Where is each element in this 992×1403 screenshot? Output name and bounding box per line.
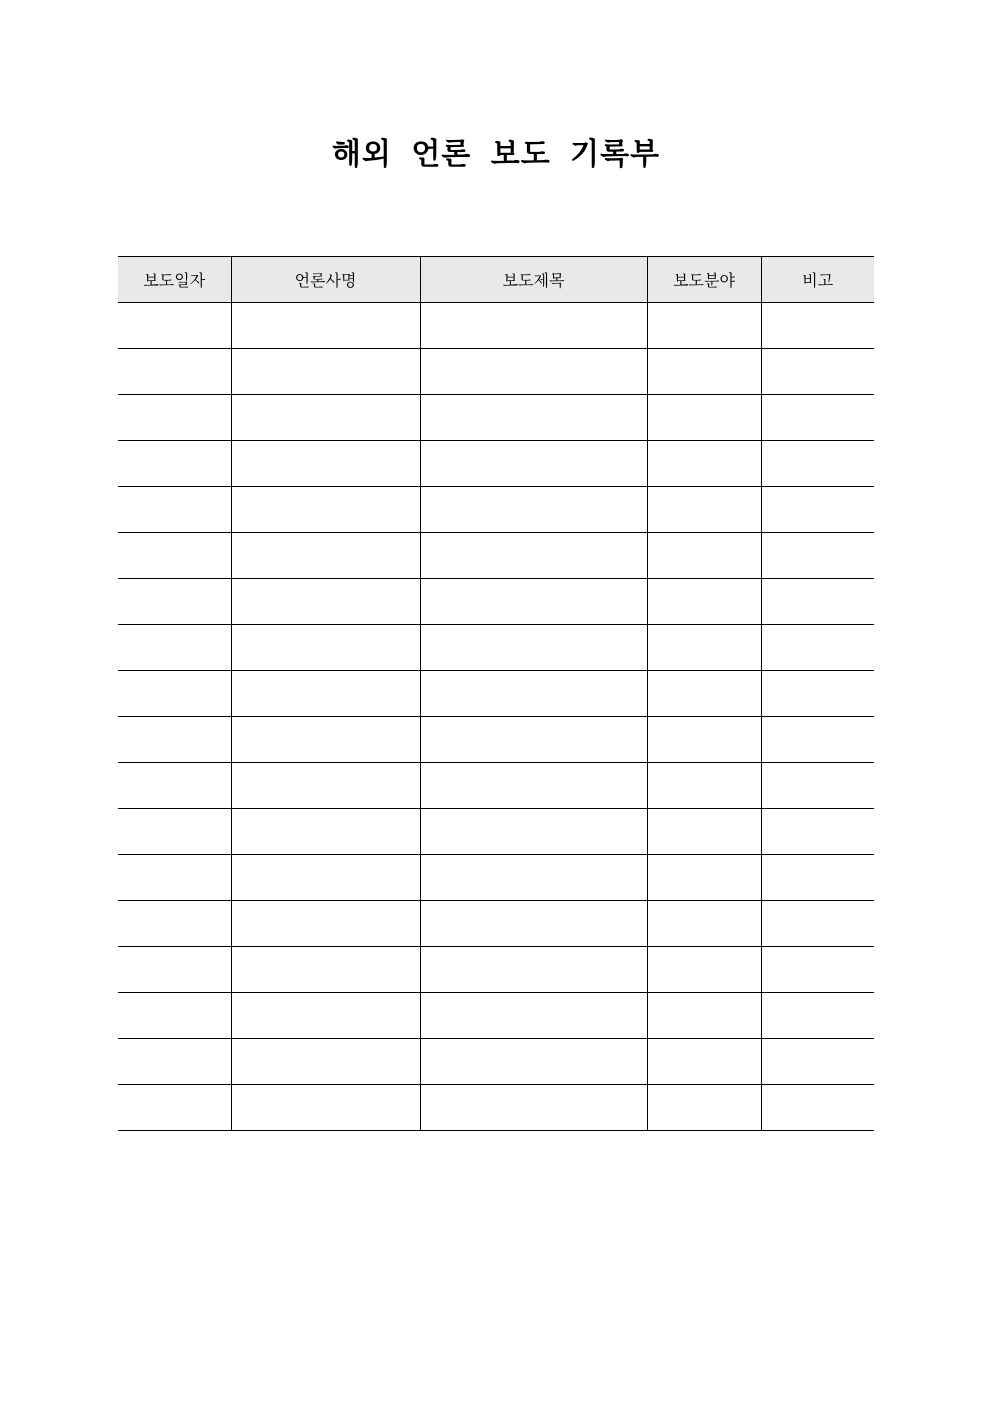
cell-remarks[interactable] <box>761 671 874 717</box>
column-header-report-field: 보도분야 <box>647 257 761 303</box>
cell-report-field[interactable] <box>647 901 761 947</box>
cell-date[interactable] <box>118 579 231 625</box>
cell-report-field[interactable] <box>647 809 761 855</box>
table-row <box>118 625 874 671</box>
table-row <box>118 487 874 533</box>
cell-media-outlet[interactable] <box>231 1085 420 1131</box>
cell-report-field[interactable] <box>647 349 761 395</box>
table-row <box>118 533 874 579</box>
cell-report-field[interactable] <box>647 579 761 625</box>
cell-remarks[interactable] <box>761 947 874 993</box>
column-header-remarks: 비고 <box>761 257 874 303</box>
cell-date[interactable] <box>118 395 231 441</box>
cell-media-outlet[interactable] <box>231 395 420 441</box>
cell-media-outlet[interactable] <box>231 717 420 763</box>
cell-report-title[interactable] <box>420 1039 647 1085</box>
cell-report-title[interactable] <box>420 1085 647 1131</box>
table-row <box>118 349 874 395</box>
cell-date[interactable] <box>118 855 231 901</box>
cell-remarks[interactable] <box>761 855 874 901</box>
cell-report-title[interactable] <box>420 303 647 349</box>
cell-report-title[interactable] <box>420 487 647 533</box>
cell-remarks[interactable] <box>761 533 874 579</box>
table-row <box>118 993 874 1039</box>
cell-media-outlet[interactable] <box>231 809 420 855</box>
cell-media-outlet[interactable] <box>231 625 420 671</box>
table-row <box>118 1085 874 1131</box>
table-body <box>118 303 874 1131</box>
cell-date[interactable] <box>118 993 231 1039</box>
table-header-row <box>118 257 874 303</box>
cell-date[interactable] <box>118 533 231 579</box>
cell-date[interactable] <box>118 303 231 349</box>
table-row <box>118 717 874 763</box>
record-table <box>118 256 874 1131</box>
column-header-date: 보도일자 <box>118 257 231 303</box>
table-row <box>118 947 874 993</box>
table-row <box>118 809 874 855</box>
cell-media-outlet[interactable] <box>231 763 420 809</box>
cell-date[interactable] <box>118 763 231 809</box>
cell-remarks[interactable] <box>761 395 874 441</box>
table-row <box>118 303 874 349</box>
cell-media-outlet[interactable] <box>231 579 420 625</box>
cell-media-outlet[interactable] <box>231 947 420 993</box>
cell-date[interactable] <box>118 671 231 717</box>
cell-remarks[interactable] <box>761 717 874 763</box>
cell-media-outlet[interactable] <box>231 441 420 487</box>
cell-report-title[interactable] <box>420 395 647 441</box>
cell-report-title[interactable] <box>420 901 647 947</box>
page-title: 해외 언론 보도 기록부 <box>331 137 661 172</box>
cell-report-field[interactable] <box>647 487 761 533</box>
cell-report-field[interactable] <box>647 993 761 1039</box>
table-row <box>118 671 874 717</box>
cell-remarks[interactable] <box>761 809 874 855</box>
cell-date[interactable] <box>118 1039 231 1085</box>
cell-media-outlet[interactable] <box>231 1039 420 1085</box>
cell-remarks[interactable] <box>761 441 874 487</box>
cell-report-title[interactable] <box>420 671 647 717</box>
cell-report-field[interactable] <box>647 1085 761 1131</box>
cell-report-field[interactable] <box>647 395 761 441</box>
cell-remarks[interactable] <box>761 303 874 349</box>
cell-media-outlet[interactable] <box>231 533 420 579</box>
cell-remarks[interactable] <box>761 625 874 671</box>
cell-report-title[interactable] <box>420 533 647 579</box>
cell-remarks[interactable] <box>761 487 874 533</box>
cell-report-title[interactable] <box>420 579 647 625</box>
cell-report-title[interactable] <box>420 349 647 395</box>
cell-date[interactable] <box>118 349 231 395</box>
cell-remarks[interactable] <box>761 349 874 395</box>
cell-date[interactable] <box>118 625 231 671</box>
cell-remarks[interactable] <box>761 763 874 809</box>
cell-date[interactable] <box>118 487 231 533</box>
cell-report-title[interactable] <box>420 947 647 993</box>
cell-report-field[interactable] <box>647 533 761 579</box>
cell-date[interactable] <box>118 441 231 487</box>
column-header-media-outlet: 언론사명 <box>231 257 420 303</box>
table-row <box>118 395 874 441</box>
cell-media-outlet[interactable] <box>231 855 420 901</box>
cell-report-field[interactable] <box>647 763 761 809</box>
cell-remarks[interactable] <box>761 579 874 625</box>
cell-report-title[interactable] <box>420 441 647 487</box>
cell-report-field[interactable] <box>647 625 761 671</box>
cell-report-field[interactable] <box>647 947 761 993</box>
cell-media-outlet[interactable] <box>231 349 420 395</box>
table-row <box>118 441 874 487</box>
cell-remarks[interactable] <box>761 1085 874 1131</box>
cell-date[interactable] <box>118 947 231 993</box>
table-row <box>118 855 874 901</box>
cell-report-field[interactable] <box>647 441 761 487</box>
cell-date[interactable] <box>118 1085 231 1131</box>
cell-report-title[interactable] <box>420 809 647 855</box>
column-header-report-title: 보도제목 <box>420 257 647 303</box>
cell-date[interactable] <box>118 809 231 855</box>
table-row <box>118 901 874 947</box>
cell-report-field[interactable] <box>647 1039 761 1085</box>
cell-date[interactable] <box>118 717 231 763</box>
table-row <box>118 763 874 809</box>
cell-media-outlet[interactable] <box>231 993 420 1039</box>
cell-media-outlet[interactable] <box>231 303 420 349</box>
cell-report-field[interactable] <box>647 855 761 901</box>
cell-media-outlet[interactable] <box>231 901 420 947</box>
cell-remarks[interactable] <box>761 1039 874 1085</box>
cell-report-title[interactable] <box>420 717 647 763</box>
cell-media-outlet[interactable] <box>231 671 420 717</box>
cell-report-title[interactable] <box>420 855 647 901</box>
cell-report-field[interactable] <box>647 717 761 763</box>
cell-report-title[interactable] <box>420 763 647 809</box>
cell-date[interactable] <box>118 901 231 947</box>
cell-report-title[interactable] <box>420 993 647 1039</box>
table-row <box>118 1039 874 1085</box>
cell-report-title[interactable] <box>420 625 647 671</box>
cell-remarks[interactable] <box>761 901 874 947</box>
cell-remarks[interactable] <box>761 993 874 1039</box>
table-row <box>118 579 874 625</box>
cell-report-field[interactable] <box>647 671 761 717</box>
cell-media-outlet[interactable] <box>231 487 420 533</box>
cell-report-field[interactable] <box>647 303 761 349</box>
